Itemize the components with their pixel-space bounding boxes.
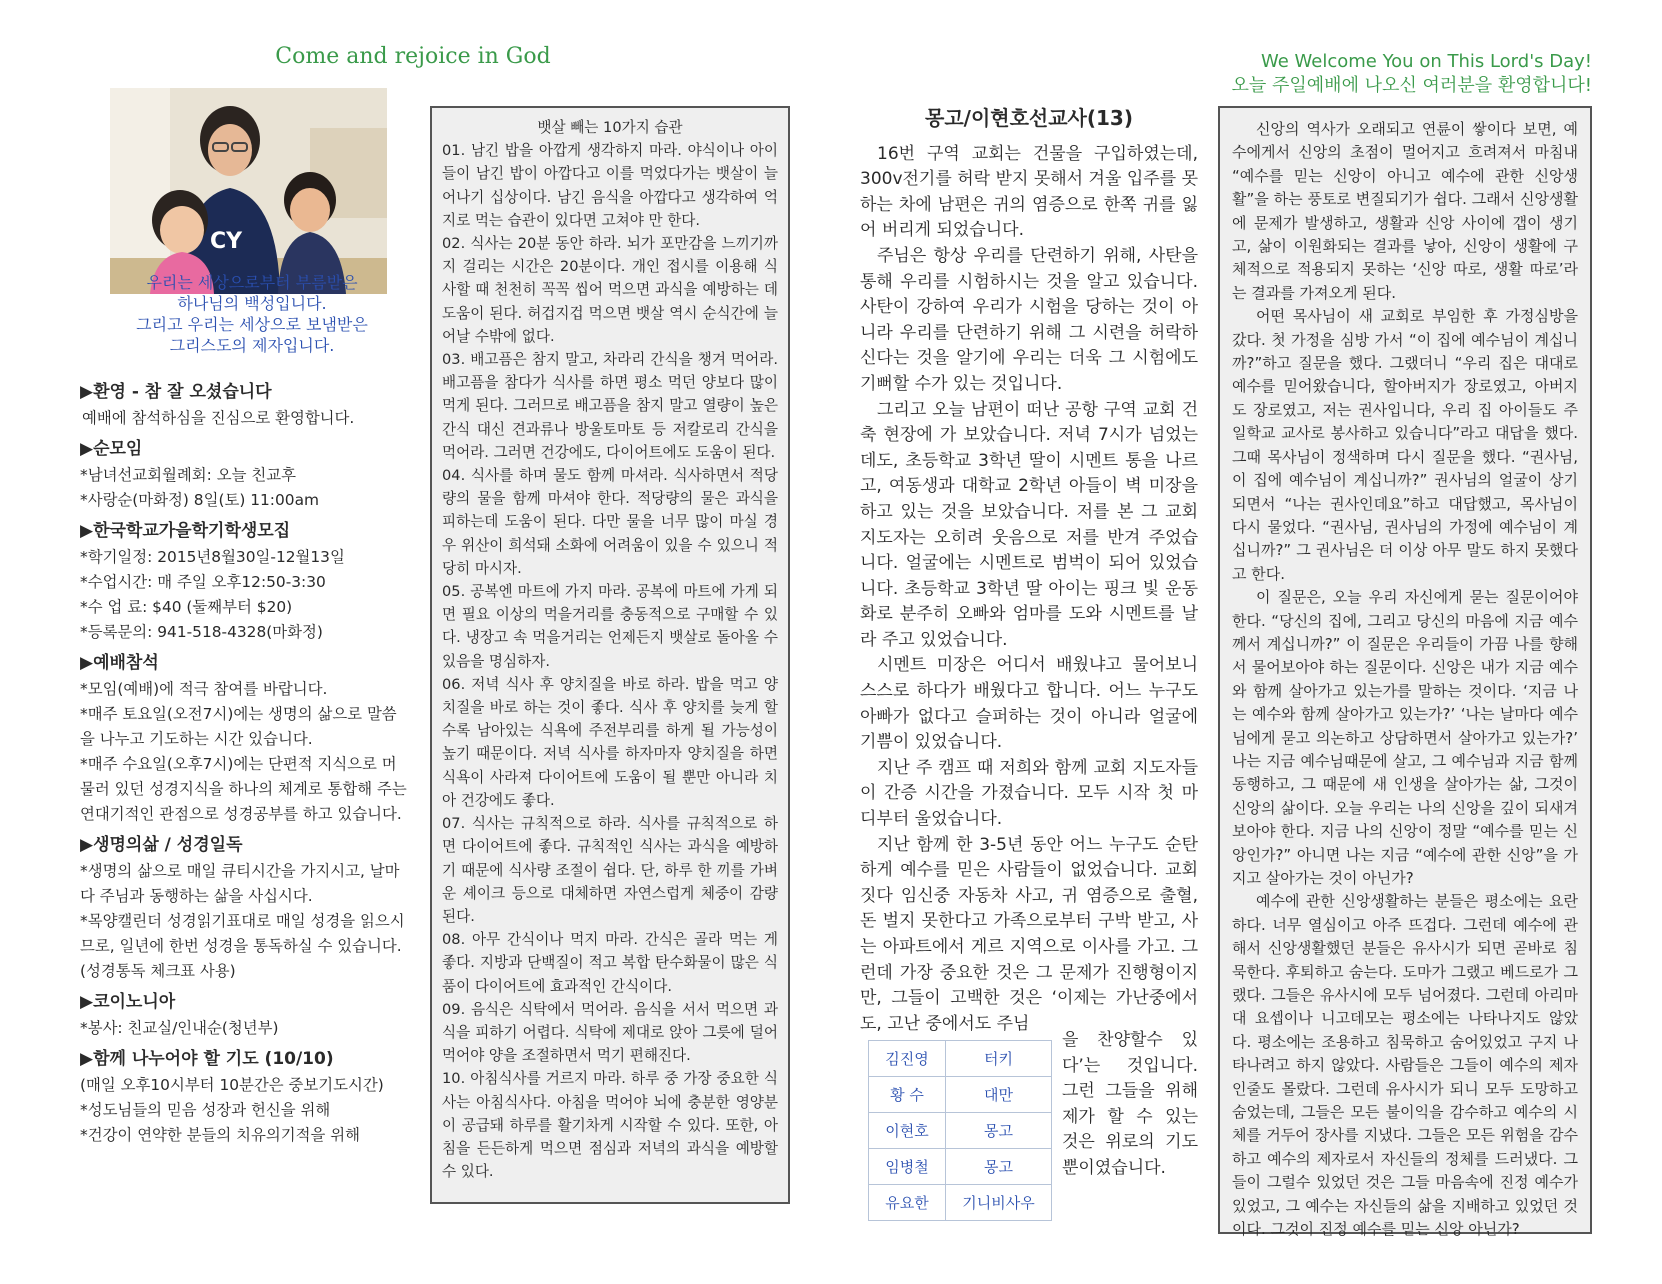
essay-paragraph: 신앙의 역사가 오래되고 연륜이 쌓이다 보면, 예수에게서 신앙의 초점이 멀어지고 흐려져서 마침내 “예수를 믿는 신앙이 아니고 예수에 관한 신앙생활”을 하는 풍토로 변질되기가 쉽다. 그래서 신앙생활에 문제가 발생하고, 생활과 신앙 사이에 갭이 생기고, 삶이 이원화되는 결과를 낳아, 신앙이 생활에 구체적으로 적용되지 못하는 ‘신앙 따로, 생활 따로’라는 결과를 가져오게 된다. <box>1232 120 1578 302</box>
mission-paragraph: 지난 주 캠프 때 저희와 함께 교회 지도자들이 간증 시간을 가졌습니다. 모두 시작 첫 마디부터 울었습니다. <box>860 757 1198 830</box>
diet-habit-item: 10. 아침식사를 거르지 마라. 하루 중 가장 중요한 식사는 아침식사다. 아침을 먹어야 뇌에 충분한 영양분이 공급돼 하루를 활기차게 시작할 수 있다. 또한, 아침을 든든하게 먹으면 점심과 저녁의 과식을 예방할 수 있다. <box>442 1070 778 1181</box>
caption-line: 그리스도의 제자입니다. <box>169 336 335 355</box>
missionary-country: 기니비사우 <box>946 1185 1052 1221</box>
announcement-line: *사랑순(마화정) 8일(토) 11:00am <box>80 491 320 509</box>
missionary-name: 김진영 <box>869 1041 946 1077</box>
announcement-line: *모임(예배)에 적극 참여를 바랍니다. <box>80 680 328 698</box>
diet-habit-item: 08. 아무 간식이나 먹지 마라. 간식은 골라 먹는 게 좋다. 지방과 단백질이 적고 복합 탄수화물이 많은 식품이 다이어트에 효과적인 간식이다. <box>442 931 778 995</box>
diet-habit-item: 04. 식사를 하며 물도 함께 마셔라. 식사하면서 적당량의 물을 함께 마셔야 한다. 적당량의 물은 과식을 피하는데 도움이 된다. 다만 물을 너무 많이 마실 경우 위산이 희석돼 소화에 어려움이 있을 수 있으니 적당히 마시자. <box>442 467 778 577</box>
missionary-name: 이현호 <box>869 1113 946 1149</box>
announcement-line: *수 업 료: $40 (둘째부터 $20) <box>80 598 293 616</box>
missionary-name: 유요한 <box>869 1185 946 1221</box>
announcement-line: *수업시간: 매 주일 오후12:50-3:30 <box>80 573 326 591</box>
announcements <box>80 374 410 1148</box>
essay-paragraph: 예수에 관한 신앙생활하는 분들은 평소에는 요란하다. 너무 열심이고 아주 뜨겁다. 그런데 예수에 관해서 신앙생활했던 분들은 유사시가 되면 곧바로 침묵한다. 후퇴하고 숨는다. 도마가 그랬고 베드로가 그랬다. 그들은 유사시에 모두 넘어졌다. 그런데 아리마대 요셉이나 니고데모는 평소에는 나타나지도 않았다. 평소에는 조용하고 침묵하고 숨어있었고 구지 나타나려고 하지 않았다. 사람들은 그들이 예수의 제자인줄도 몰랐다. 그런데 유사시가 되니 모두 도망하고 숨었는데, 그들은 모든 불이익을 감수하고 예수의 시체를 거두어 장사를 지냈다. 그들은 모든 위험을 감수하고 예수의 제자로서 자신들의 정체를 드러냈다. 그들이 그럴수 있었던 것은 그들 마음속에 진정 예수가 있었고, 그 예수는 자신들의 삶을 지배하고 있었던 것이다. 그것이 진정 예수를 믿는 신앙 아닌가? <box>1232 892 1578 1239</box>
announcement-heading-life: ▶생명의삶 / 성경일독 <box>80 835 243 855</box>
left-header-title: Come and rejoice in God <box>275 44 551 69</box>
mission-letter <box>860 106 1198 1037</box>
diet-habit-item: 01. 남긴 밥을 아깝게 생각하지 마라. 야식이나 아이들이 남긴 밥이 아깝다고 이를 먹었다가는 뱃살이 늘어나기 십상이다. 남긴 음식을 아깝다고 생각하여 억지로 먹는 습관이 있다면 고쳐야 만 한다. <box>442 142 778 229</box>
diet-habit-item: 06. 저녁 식사 후 양치질을 바로 하라. 밥을 먹고 양치질을 바로 하는 것이 좋다. 식사 후 양치를 늦게 할수록 남아있는 식욕에 주전부리를 하게 될 가능성이 높기 때문이다. 저녁 식사를 하자마자 양치질을 하면 식욕이 사라져 다이어트에 도움이 될 뿐만 아니라 치아 건강에도 좋다. <box>442 675 778 809</box>
family-photo-illustration <box>110 88 387 294</box>
diet-habit-item: 02. 식사는 20분 동안 하라. 뇌가 포만감을 느끼기까지 걸리는 시간은 20분이다. 개인 접시를 이용해 식사할 때 천천히 꼭꼭 씹어 먹으면 과식을 예방하는 데 도움이 된다. 허겁지겁 먹으면 뱃살 역시 순식간에 늘어날 수밖에 없다. <box>442 235 778 345</box>
welcome-banner <box>1232 50 1592 98</box>
mission-letter-title: 몽고/이현호선교사(13) <box>925 106 1133 130</box>
announcement-line: *성도님들의 믿음 성장과 헌신을 위해 <box>80 1101 331 1119</box>
caption-line: 그리고 우리는 세상으로 보냄받은 <box>136 315 368 334</box>
diet-habit-item: 09. 음식은 식탁에서 먹어라. 음식을 서서 먹으면 과식을 피하기 어렵다. 식탁에 제대로 앉아 그릇에 덜어먹어야 양을 조절하면서 먹기 편해진다. <box>442 1000 778 1065</box>
announcement-line: *남녀선교회월례회: 오늘 친교후 <box>80 466 296 484</box>
missionary-country: 몽고 <box>946 1113 1052 1149</box>
caption-line: 하나님의 백성입니다. <box>177 294 327 313</box>
svg-text:CY: CY <box>210 229 243 254</box>
missionary-name: 황 수 <box>869 1077 946 1113</box>
missionary-country: 몽고 <box>946 1149 1052 1185</box>
announcement-line: *목양캘린더 성경읽기표대로 매일 성경을 읽으시므로, 일년에 한번 성경을 통독하실 수 있습니다. (성경통독 체크표 사용) <box>80 912 405 980</box>
diet-habits-title: 뱃살 빼는 10가지 습관 <box>537 119 683 136</box>
announcement-heading-korean-school: ▶한국학교가을학기학생모집 <box>80 521 291 541</box>
mission-paragraph: 16번 구역 교회는 건물을 구입하였는데, 300v전기를 허락 받지 못해서 겨울 입주를 못하는 차에 남편은 귀의 염증으로 한쪽 귀를 잃어 버리게 되었습니다. <box>860 143 1198 241</box>
mission-paragraph: 시멘트 미장은 어디서 배웠냐고 물어보니 스스로 하다가 배웠다고 합니다. 어느 누구도 아빠가 없다고 슬퍼하는 것이 아니라 얼굴에 기쁨이 있었습니다. <box>860 655 1198 753</box>
welcome-english: We Welcome You on This Lord's Day! <box>1260 51 1592 72</box>
mission-paragraph: 지난 함께 한 3-5년 동안 어느 누구도 순탄하게 예수를 믿은 사람들이 없었습니다. 교회 짓다 임신중 자동차 사고, 귀 염증으로 출혈, 돈 벌지 못한다고 가족으로부터 구박 받고, 사는 아파트에서 게르 지역으로 이사를 가고. 그런데 가장 중요한 것은 그 문제가 진행형이지만, 그들이 고백한 것은 ‘이제는 가난중에서도, 고난 중에서도 주님 <box>860 834 1198 1034</box>
family-photo <box>110 88 387 294</box>
diet-habit-item: 05. 공복엔 마트에 가지 마라. 공복에 마트에 가게 되면 필요 이상의 먹을거리를 충동적으로 구매할 수 있다. 냉장고 속 먹을거리는 언제든지 뱃살로 돌아올 수 있음을 명심하자. <box>442 583 778 670</box>
photo-caption <box>96 272 408 356</box>
announcement-line: *건강이 연약한 분들의 치유의기적을 위해 <box>80 1126 361 1144</box>
essay-paragraph: 어떤 목사님이 새 교회로 부임한 후 가정심방을 갔다. 첫 가정을 심방 가서 “이 집에 예수님이 계십니까?”하고 질문을 했다. 그랬더니 “우리 집은 대대로 예수를 믿어왔습니다, 할아버지가 장로였고, 아버지도 장로였고, 저는 권사입니다, 우리 집 아이들도 주일학교 교사로 봉사하고 있습니다”라고 대답을 했다. 그때 목사님이 정색하며 다시 질문을 했다. “권사님, 이 집에 예수님이 계십니까?” 권사님의 얼굴이 상기되면서 “나는 권사인데요”하고 대답했고, 목사님이 다시 물었다. “권사님, 권사님의 가정에 예수님이 계십니까?” 그 권사님은 더 이상 아무 말도 하지 못했다고 한다. <box>1232 307 1578 583</box>
announcement-heading-welcome: ▶환영 - 참 잘 오셨습니다 <box>80 382 272 402</box>
diet-habit-item: 03. 배고픔은 참지 말고, 차라리 간식을 챙겨 먹어라. 배고픔을 참다가 식사를 하면 평소 먹던 양보다 많이 먹게 된다. 그러므로 배고픔을 참지 말고 열량이 높은 간식 대신 견과류나 방울토마토 등 저칼로리 간식을 먹어라. 그러면 건강에도, 다이어트에도 도움이 된다. <box>442 351 778 461</box>
diet-habits-box <box>430 106 790 1204</box>
announcement-line: *매주 토요일(오전7시)에는 생명의 삶으로 말씀을 나누고 기도하는 시간 있습니다. <box>80 705 397 748</box>
diet-habit-item: 07. 식사는 규칙적으로 하라. 식사를 규칙적으로 하면 다이어트에 좋다. 규칙적인 식사는 과식을 예방하기 때문에 식사량 조절이 쉽다. 단, 하루 한 끼를 가벼운 셰이크 등으로 대체하면 자연스럽게 체중이 감량된다. <box>442 815 778 925</box>
mission-paragraph: 그리고 오늘 남편이 떠난 공항 구역 교회 건축 현장에 가 보았습니다. 저녁 7시가 넘었는데도, 초등학교 3학년 딸이 시멘트 통을 나르고, 여동생과 대학교 2학년 아들이 벽 미장을 하고 있는 것을 보았습니다. 저를 본 그 교회 지도자는 오히려 웃음으로 저를 반겨 주었습니다. 얼굴에는 시멘트로 범벅이 되어 있었습니다. 초등학교 3학년 딸 아이는 핑크 빛 운동화로 분주히 오빠와 엄마를 도와 시멘트를 날라 주고 있었습니다. <box>860 399 1198 650</box>
announcement-line: *봉사: 친교실/인내순(청년부) <box>80 1019 279 1037</box>
announcement-line: *학기일정: 2015년8월30일-12월13일 <box>80 548 345 566</box>
essay-paragraph: 이 질문은, 오늘 우리 자신에게 묻는 질문이어야 한다. “당신의 집에, 그리고 당신의 마음에 지금 예수께서 계십니까?” 이 질문은 우리들이 가끔 나를 향해서 물어보아야 하는 질문이다. 신앙은 내가 지금 예수와 함께 살아가고 있는가를 말하는 것이다. ‘지금 나는 예수와 함께 살아가고 있는가?’ ‘나는 날마다 예수님에게 묻고 의논하고 상담하면서 살아가고 있는가?’ 나는 지금 예수님때문에 살고, 그 예수님과 지금 함께 동행하고, 그 때문에 새 인생을 살아가는 삶, 그것이 신앙의 삶이다. 오늘 우리는 나의 신앙을 깊이 되새겨 보아야 한다. 지금 나의 신앙이 정말 “예수를 믿는 신앙인가?” 아니면 나는 지금 “예수에 관한 신앙”을 가지고 살아가는 것이 아닌가? <box>1232 588 1578 887</box>
table-row <box>869 1185 1052 1221</box>
welcome-korean: 오늘 주일예배에 나오신 여러분을 환영합니다! <box>1231 75 1592 96</box>
missionary-name: 임병철 <box>869 1149 946 1185</box>
announcement-line: *생명의 삶으로 매일 큐티시간을 가지시고, 날마다 주님과 동행하는 삶을 사십시다. <box>80 862 400 905</box>
missionary-table <box>868 1040 1052 1221</box>
missionary-country: 대만 <box>946 1077 1052 1113</box>
announcement-line: 예배에 참석하심을 진심으로 환영합니다. <box>82 409 355 427</box>
mission-letter-ending: 을 찬양할수 있다’는 것입니다. 그런 그들을 위해 제가 할 수 있는 것은 위로의 기도 뿐이였습니다. <box>1062 1030 1198 1178</box>
announcement-heading-group: ▶순모임 <box>80 439 143 459</box>
table-row <box>869 1149 1052 1185</box>
announcement-line: (매일 오후10시부터 10분간은 중보기도시간) <box>80 1076 384 1094</box>
caption-line: 우리는 세상으로부터 부름받은 <box>146 273 358 292</box>
announcement-heading-koinonia: ▶코이노니아 <box>80 992 176 1012</box>
announcement-heading-worship: ▶예배참석 <box>80 653 159 673</box>
table-row <box>869 1077 1052 1113</box>
faith-essay-box <box>1218 106 1592 1239</box>
mission-paragraph: 주님은 항상 우리를 단련하기 위해, 사탄을 통해 우리를 시험하시는 것을 알고 있습니다. 사탄이 강하여 우리가 시험을 당하는 것이 아니라 우리를 단련하기 위해 그 시련을 허락하신다는 것을 알기에 우리는 더욱 그 시험에도 기뻐할 수가 있는 것입니다. <box>860 245 1198 394</box>
table-row <box>869 1041 1052 1077</box>
missionary-country: 터키 <box>946 1041 1052 1077</box>
announcement-heading-prayer: ▶함께 나누어야 할 기도 (10/10) <box>80 1049 334 1069</box>
announcement-line: *매주 수요일(오후7시)에는 단편적 지식으로 머물러 있던 성경지식을 하나의 체계로 통합해 주는 연대기적인 관점으로 성경공부를 하고 있습니다. <box>80 755 407 823</box>
table-row <box>869 1113 1052 1149</box>
announcement-line: *등록문의: 941-518-4328(마화정) <box>80 623 323 641</box>
